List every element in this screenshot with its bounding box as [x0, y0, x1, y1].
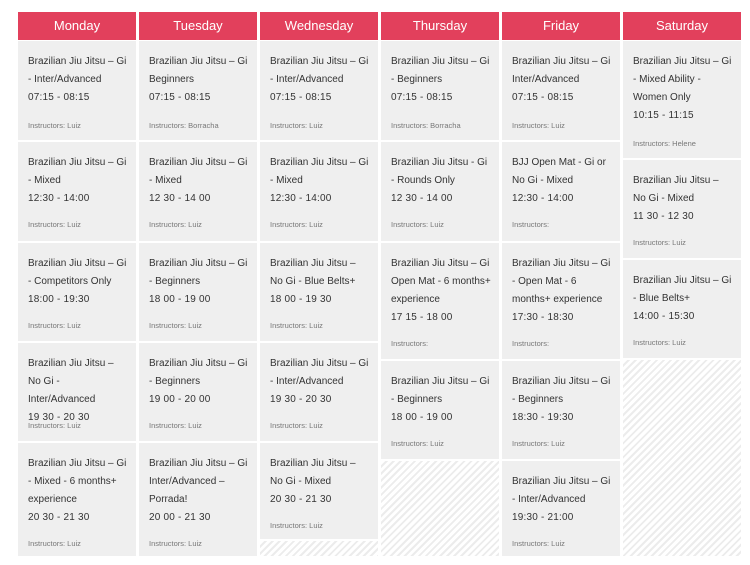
class-time: 07:15 - 08:15: [391, 92, 453, 103]
class-time: 07:15 - 08:15: [149, 92, 211, 103]
class-time: 17 15 - 18 00: [391, 312, 453, 323]
day-column-friday: [502, 12, 620, 548]
class-entry[interactable]: [502, 361, 620, 459]
class-title: Brazilian Jiu Jitsu – Gi - Inter/Advanced: [270, 56, 369, 85]
class-instructors: Instructors: Luiz: [512, 121, 565, 130]
empty-slot: [381, 461, 499, 556]
class-entry[interactable]: [502, 243, 620, 359]
class-title: Brazilian Jiu Jitsu – Gi - Inter/Advanced: [270, 358, 369, 387]
class-title: Brazilian Jiu Jitsu – Gi - Mixed: [28, 157, 127, 186]
class-entry[interactable]: [139, 243, 257, 341]
class-entry[interactable]: [381, 243, 499, 359]
day-header-friday: Friday: [502, 12, 620, 40]
class-instructors: Instructors: Luiz: [633, 338, 686, 347]
class-instructors: Instructors: Borracha: [391, 121, 461, 130]
class-title: Brazilian Jiu Jitsu – Gi - Inter/Advanced: [28, 56, 127, 85]
class-title: Brazilian Jiu Jitsu – No Gi - Mixed: [633, 175, 719, 204]
day-header-monday: Monday: [18, 12, 136, 40]
class-instructors: Instructors:: [391, 339, 429, 348]
class-entry[interactable]: [381, 41, 499, 140]
class-entry[interactable]: [18, 41, 136, 140]
class-title: Brazilian Jiu Jitsu – No Gi - Mixed: [270, 458, 356, 487]
day-header-thursday: Thursday: [381, 12, 499, 40]
class-time: 14:00 - 15:30: [633, 311, 695, 322]
class-title: Brazilian Jiu Jitsu – Gi - Beginners: [512, 376, 611, 405]
class-instructors: Instructors: Luiz: [28, 220, 81, 229]
day-header-saturday: Saturday: [623, 12, 741, 40]
class-entry[interactable]: [381, 142, 499, 241]
class-instructors: Instructors: Luiz: [633, 238, 686, 247]
class-instructors: Instructors: Helene: [633, 139, 696, 148]
class-title: Brazilian Jiu Jitsu – Gi - Mixed: [270, 157, 369, 186]
class-time: 07:15 - 08:15: [512, 92, 574, 103]
class-title: BJJ Open Mat - Gi or No Gi - Mixed: [512, 157, 606, 186]
day-column-wednesday: [260, 12, 378, 530]
class-instructors: Instructors: Luiz: [28, 121, 81, 130]
class-instructors: Instructors: Luiz: [149, 220, 202, 229]
class-entry[interactable]: [623, 41, 741, 158]
day-column-saturday: [623, 12, 741, 347]
class-title: Brazilian Jiu Jitsu – Gi - Mixed: [149, 157, 248, 186]
class-title: Brazilian Jiu Jitsu – No Gi - Blue Belts+: [270, 258, 356, 287]
class-instructors: Instructors: Luiz: [28, 321, 81, 330]
day-column-thursday: [381, 12, 499, 448]
class-entry[interactable]: [260, 243, 378, 341]
empty-slot: [623, 360, 741, 556]
class-title: Brazilian Jiu Jitsu – Gi - Open Mat - 6 months+ experience: [512, 258, 611, 305]
class-instructors: Instructors: Luiz: [28, 539, 81, 548]
class-title: Brazilian Jiu Jitsu – Gi - Blue Belts+: [633, 275, 732, 304]
class-entry[interactable]: [139, 343, 257, 441]
class-instructors: Instructors: Luiz: [149, 421, 202, 430]
class-time: 19 00 - 20 00: [149, 394, 211, 405]
class-time: 19 30 - 20 30: [270, 394, 332, 405]
class-time: 18 00 - 19 00: [391, 412, 453, 423]
class-title: Brazilian Jiu Jitsu – Gi - Mixed Ability - Women Only: [633, 56, 732, 103]
class-instructors: Instructors: Luiz: [270, 121, 323, 130]
class-instructors: Instructors: Luiz: [270, 521, 323, 530]
class-time: 20 30 - 21 30: [270, 494, 332, 505]
timetable: [18, 12, 740, 557]
class-time: 18 00 - 19 00: [149, 294, 211, 305]
class-title: Brazilian Jiu Jitsu – Gi - Beginners: [149, 258, 248, 287]
class-entry[interactable]: [18, 142, 136, 241]
class-time: 07:15 - 08:15: [28, 92, 90, 103]
class-entry[interactable]: [381, 361, 499, 459]
class-time: 12:30 - 14:00: [512, 193, 574, 204]
class-entry[interactable]: [260, 343, 378, 441]
class-instructors: Instructors: Luiz: [149, 321, 202, 330]
class-entry[interactable]: [139, 41, 257, 140]
class-title: Brazilian Jiu Jitsu – Gi - Competitors Only: [28, 258, 127, 287]
class-title: Brazilian Jiu Jitsu – Gi - Beginners: [391, 376, 490, 405]
class-entry[interactable]: [623, 260, 741, 358]
class-title: Brazilian Jiu Jitsu – Gi - Beginners: [391, 56, 490, 85]
class-instructors: Instructors:: [512, 220, 550, 229]
class-title: Brazilian Jiu Jitsu – Gi - Mixed - 6 months+ experience: [28, 458, 127, 505]
class-time: 07:15 - 08:15: [270, 92, 332, 103]
class-time: 19:30 - 21:00: [512, 512, 574, 523]
class-title: Brazilian Jiu Jitsu – Gi Beginners: [149, 56, 248, 85]
class-instructors: Instructors: Luiz: [28, 421, 81, 430]
class-entry[interactable]: [18, 443, 136, 556]
class-time: 12 30 - 14 00: [149, 193, 211, 204]
class-instructors: Instructors: Luiz: [391, 439, 444, 448]
class-time: 20 30 - 21 30: [28, 512, 90, 523]
class-entry[interactable]: [18, 343, 136, 441]
empty-slot: [260, 541, 378, 556]
class-entry[interactable]: [260, 41, 378, 140]
class-entry[interactable]: [139, 443, 257, 556]
class-instructors: Instructors: Luiz: [270, 220, 323, 229]
day-header-tuesday: Tuesday: [139, 12, 257, 40]
class-title: Brazilian Jiu Jitsu – Gi Inter/Advanced: [512, 56, 611, 85]
class-entry[interactable]: [139, 142, 257, 241]
class-time: 17:30 - 18:30: [512, 312, 574, 323]
class-instructors: Instructors: Luiz: [391, 220, 444, 229]
class-time: 11 30 - 12 30: [633, 211, 694, 222]
class-entry[interactable]: [260, 142, 378, 241]
class-instructors: Instructors: Luiz: [149, 539, 202, 548]
class-instructors: Instructors: Luiz: [270, 321, 323, 330]
class-time: 12:30 - 14:00: [270, 193, 332, 204]
class-time: 20 00 - 21 30: [149, 512, 211, 523]
class-instructors: Instructors: Luiz: [512, 539, 565, 548]
class-instructors: Instructors:: [512, 339, 550, 348]
day-header-wednesday: Wednesday: [260, 12, 378, 40]
class-entry[interactable]: [502, 142, 620, 241]
class-instructors: Instructors: Luiz: [512, 439, 565, 448]
class-title: Brazilian Jiu Jitsu – Gi - Beginners: [149, 358, 248, 387]
class-title: Brazilian Jiu Jitsu – Gi Inter/Advanced – Porrada!: [149, 458, 248, 505]
class-time: 18 00 - 19 30: [270, 294, 332, 305]
class-title: Brazilian Jiu Jitsu – No Gi - Inter/Advanced: [28, 358, 114, 405]
class-title: Brazilian Jiu Jitsu - Gi - Rounds Only: [391, 157, 488, 186]
class-entry[interactable]: [502, 41, 620, 140]
class-entry[interactable]: [260, 443, 378, 539]
day-column-tuesday: [139, 12, 257, 548]
class-entry[interactable]: [623, 160, 741, 258]
day-column-monday: [18, 12, 136, 548]
class-title: Brazilian Jiu Jitsu – Gi - Inter/Advanced: [512, 476, 611, 505]
class-time: 12 30 - 14 00: [391, 193, 453, 204]
class-title: Brazilian Jiu Jitsu – Gi Open Mat - 6 months+ experience: [391, 258, 491, 305]
class-entry[interactable]: [18, 243, 136, 341]
class-instructors: Instructors: Borracha: [149, 121, 219, 130]
class-time: 18:00 - 19:30: [28, 294, 90, 305]
class-time: 18:30 - 19:30: [512, 412, 574, 423]
class-time: 19 30 - 20 30: [28, 412, 90, 423]
class-time: 12:30 - 14:00: [28, 193, 90, 204]
class-time: 10:15 - 11:15: [633, 110, 694, 121]
class-entry[interactable]: [502, 461, 620, 556]
class-instructors: Instructors: Luiz: [270, 421, 323, 430]
